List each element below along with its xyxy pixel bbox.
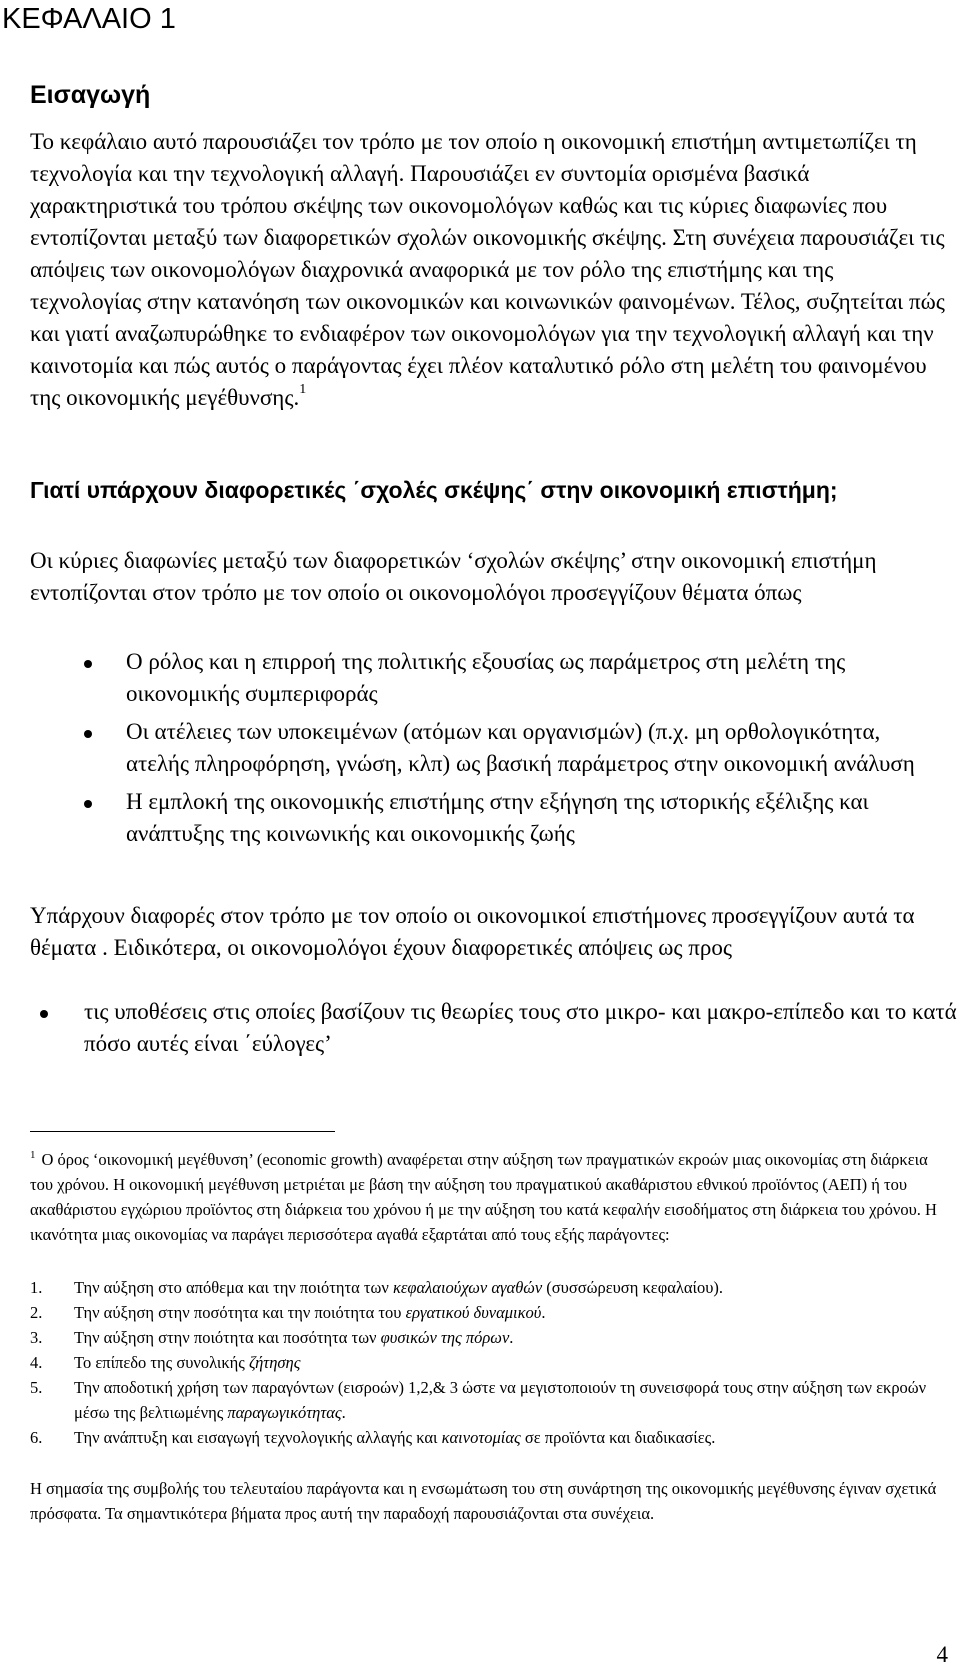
item-tail: (συσσώρευση κεφαλαίου). <box>542 1278 723 1297</box>
list-item <box>0 996 960 1060</box>
why-schools-heading: Γιατί υπάρχουν διαφορετικές ΄σχολές σκέψης΄ στην οικονομική επιστήμη; <box>30 477 838 503</box>
item-tail: . <box>541 1303 546 1322</box>
intro-paragraph <box>30 126 945 414</box>
why-schools-paragraph: Οι κύριες διαφωνίες μεταξύ των διαφορετικών ‘σχολών σκέψης’ στην οικονομική επιστήμη εντοπίζονται στον τρόπο με τον οποίο οι οικονομολόγοι προσεγγίζουν θέματα όπως <box>30 548 877 605</box>
assumptions-bullet-list <box>0 996 960 1066</box>
item-emphasis: παραγωγικότητας <box>227 1403 342 1422</box>
list-item <box>0 646 946 710</box>
item-tail: σε προϊόντα και διαδικασίες. <box>520 1428 716 1447</box>
footnote-text <box>30 1147 945 1247</box>
item-emphasis: φυσικών της πόρων <box>380 1328 510 1347</box>
item-text: Την αποδοτική χρήση των παραγόντων (εισροών) 1,2,& 3 ώστε να μεγιστοποιούν τη συνεισφορά τους στην αύξηση των εκροών μέσω της βελτιωμένης <box>74 1378 927 1422</box>
disagreement-bullet-list <box>0 646 960 856</box>
item-text: Την αύξηση στο απόθεμα και την ποιότητα των <box>74 1278 393 1297</box>
item-number: 2. <box>30 1303 43 1322</box>
chapter-title: ΚΕΦΑΛΑΙΟ 1 <box>2 3 176 35</box>
item-text: Την αύξηση στην ποσότητα και την ποιότητα του <box>74 1303 406 1322</box>
list-item <box>30 1375 945 1425</box>
list-item <box>0 716 946 780</box>
item-emphasis: εργατικού δυναμικού <box>405 1303 542 1322</box>
bullet-icon <box>84 730 92 738</box>
footnote-number: 1 <box>30 1149 36 1161</box>
list-item <box>30 1425 945 1450</box>
item-emphasis: ζήτησης <box>248 1353 301 1372</box>
item-text: Το επίπεδο της συνολικής <box>74 1353 249 1372</box>
list-item <box>30 1300 945 1325</box>
list-item-text: Η εμπλοκή της οικονομικής επιστήμης στην εξήγηση της ιστορικής εξέλιξης και ανάπτυξης της κοινωνικής και οικονομικής ζωής <box>126 789 869 846</box>
list-item <box>30 1325 945 1350</box>
item-tail: . <box>509 1328 514 1347</box>
intro-heading: Εισαγωγή <box>30 81 151 109</box>
footnote-body: Ο όρος ‘οικονομική μεγέθυνση’ (economic growth) αναφέρεται στην αύξηση των πραγματικών εκροών μιας οικονομίας στη διάρκεια του χρόνου. Η οικονομική μεγέθυνση μετριέται με βάση την αύξηση του πραγματικού ακαθάριστου εθνικού προϊόντος (ΑΕΠ) ή του ακαθάριστου εγχώριου προϊόντος στη διάρκεια του χρόνου ή με την αύξηση του κατά κεφαλήν εισοδήματος στη διάρκεια του χρόνου. Η ικανότητα μιας οικονομίας να παράγει περισσότερα αγαθά εξαρτάται από τους εξής παράγοντες: <box>30 1150 937 1244</box>
bullet-icon <box>84 660 92 668</box>
footnote-separator <box>30 1131 335 1132</box>
item-text: Την αύξηση στην ποιότητα και ποσότητα των <box>74 1328 381 1347</box>
item-number: 3. <box>30 1328 43 1347</box>
differences-paragraph: Υπάρχουν διαφορές στον τρόπο με τον οποίο οι οικονομικοί επιστήμονες προσεγγίζουν αυτά τα θέματα . Ειδικότερα, οι οικονομολόγοι έχουν διαφορετικές απόψεις ως προς <box>30 903 915 960</box>
page-number: 4 <box>936 1642 948 1667</box>
footnote-factor-list <box>30 1275 945 1450</box>
bullet-icon <box>40 1010 48 1018</box>
list-item <box>0 786 946 850</box>
item-emphasis: καινοτομίας <box>441 1428 521 1447</box>
item-tail: . <box>341 1403 346 1422</box>
intro-text: Το κεφάλαιο αυτό παρουσιάζει τον τρόπο με τον οποίο η οικονομική επιστήμη αντιμετωπίζει τη τεχνολογία και την τεχνολογική αλλαγή. Παρουσιάζει εν συντομία ορισμένα βασικά χαρακτηριστικά του τρόπου σκέψης των οικονομολόγων καθώς και τις κύριες διαφωνίες που εντοπίζονται μεταξύ των διαφορετικών σχολών οικονομικής σκέψης. Στη συνέχεια παρουσιάζει τις απόψεις των οικονομολόγων διαχρονικά αναφορικά με τον ρόλο της επιστήμης και της τεχνολογίας στην κατανόηση των οικονομικών και κοινωνικών φαινομένων. Τέλος, συζητείται πώς και γιατί αναζωπυρώθηκε το ενδιαφέρον των οικονομολόγων για την τεχνολογική αλλαγή και την καινοτομία και πώς αυτός ο παράγοντας έχει πλέον καταλυτικό ρόλο στη μελέτη του φαινομένου της οικονομικής μεγέθυνσης. <box>30 129 945 410</box>
list-item <box>30 1275 945 1300</box>
footnote-reference[interactable]: 1 <box>299 382 307 397</box>
item-number: 6. <box>30 1428 43 1447</box>
list-item-text: Οι ατέλειες των υποκειμένων (ατόμων και οργανισμών) (π.χ. μη ορθολογικότητα, ατελής πληροφόρηση, γνώση, κλπ) ως βασική παράμετρος στην οικονομική ανάλυση <box>126 719 915 776</box>
list-item-text: Ο ρόλος και η επιρροή της πολιτικής εξουσίας ως παράμετρος στη μελέτη της οικονομικής συμπεριφοράς <box>126 649 846 706</box>
item-number: 1. <box>30 1278 43 1297</box>
item-emphasis: κεφαλαιούχων αγαθών <box>392 1278 543 1297</box>
item-number: 4. <box>30 1353 43 1372</box>
list-item-text: τις υποθέσεις στις οποίες βασίζουν τις θεωρίες τους στο μικρο- και μακρο-επίπεδο και το κατά πόσο αυτές είναι ΄εύλογες’ <box>84 999 957 1056</box>
bullet-icon <box>84 800 92 808</box>
item-text: Την ανάπτυξη και εισαγωγή τεχνολογικής αλλαγής και <box>74 1428 442 1447</box>
footnote-closing: Η σημασία της συμβολής του τελευταίου παράγοντα και η ενσωμάτωση του στη συνάρτηση της οικονομικής μεγέθυνσης έγιναν σχετικά πρόσφατα. Τα σημαντικότερα βήματα προς αυτή την παραδοχή παρουσιάζονται στα συνέχεια. <box>30 1479 937 1523</box>
list-item <box>30 1350 945 1375</box>
item-number: 5. <box>30 1378 43 1397</box>
